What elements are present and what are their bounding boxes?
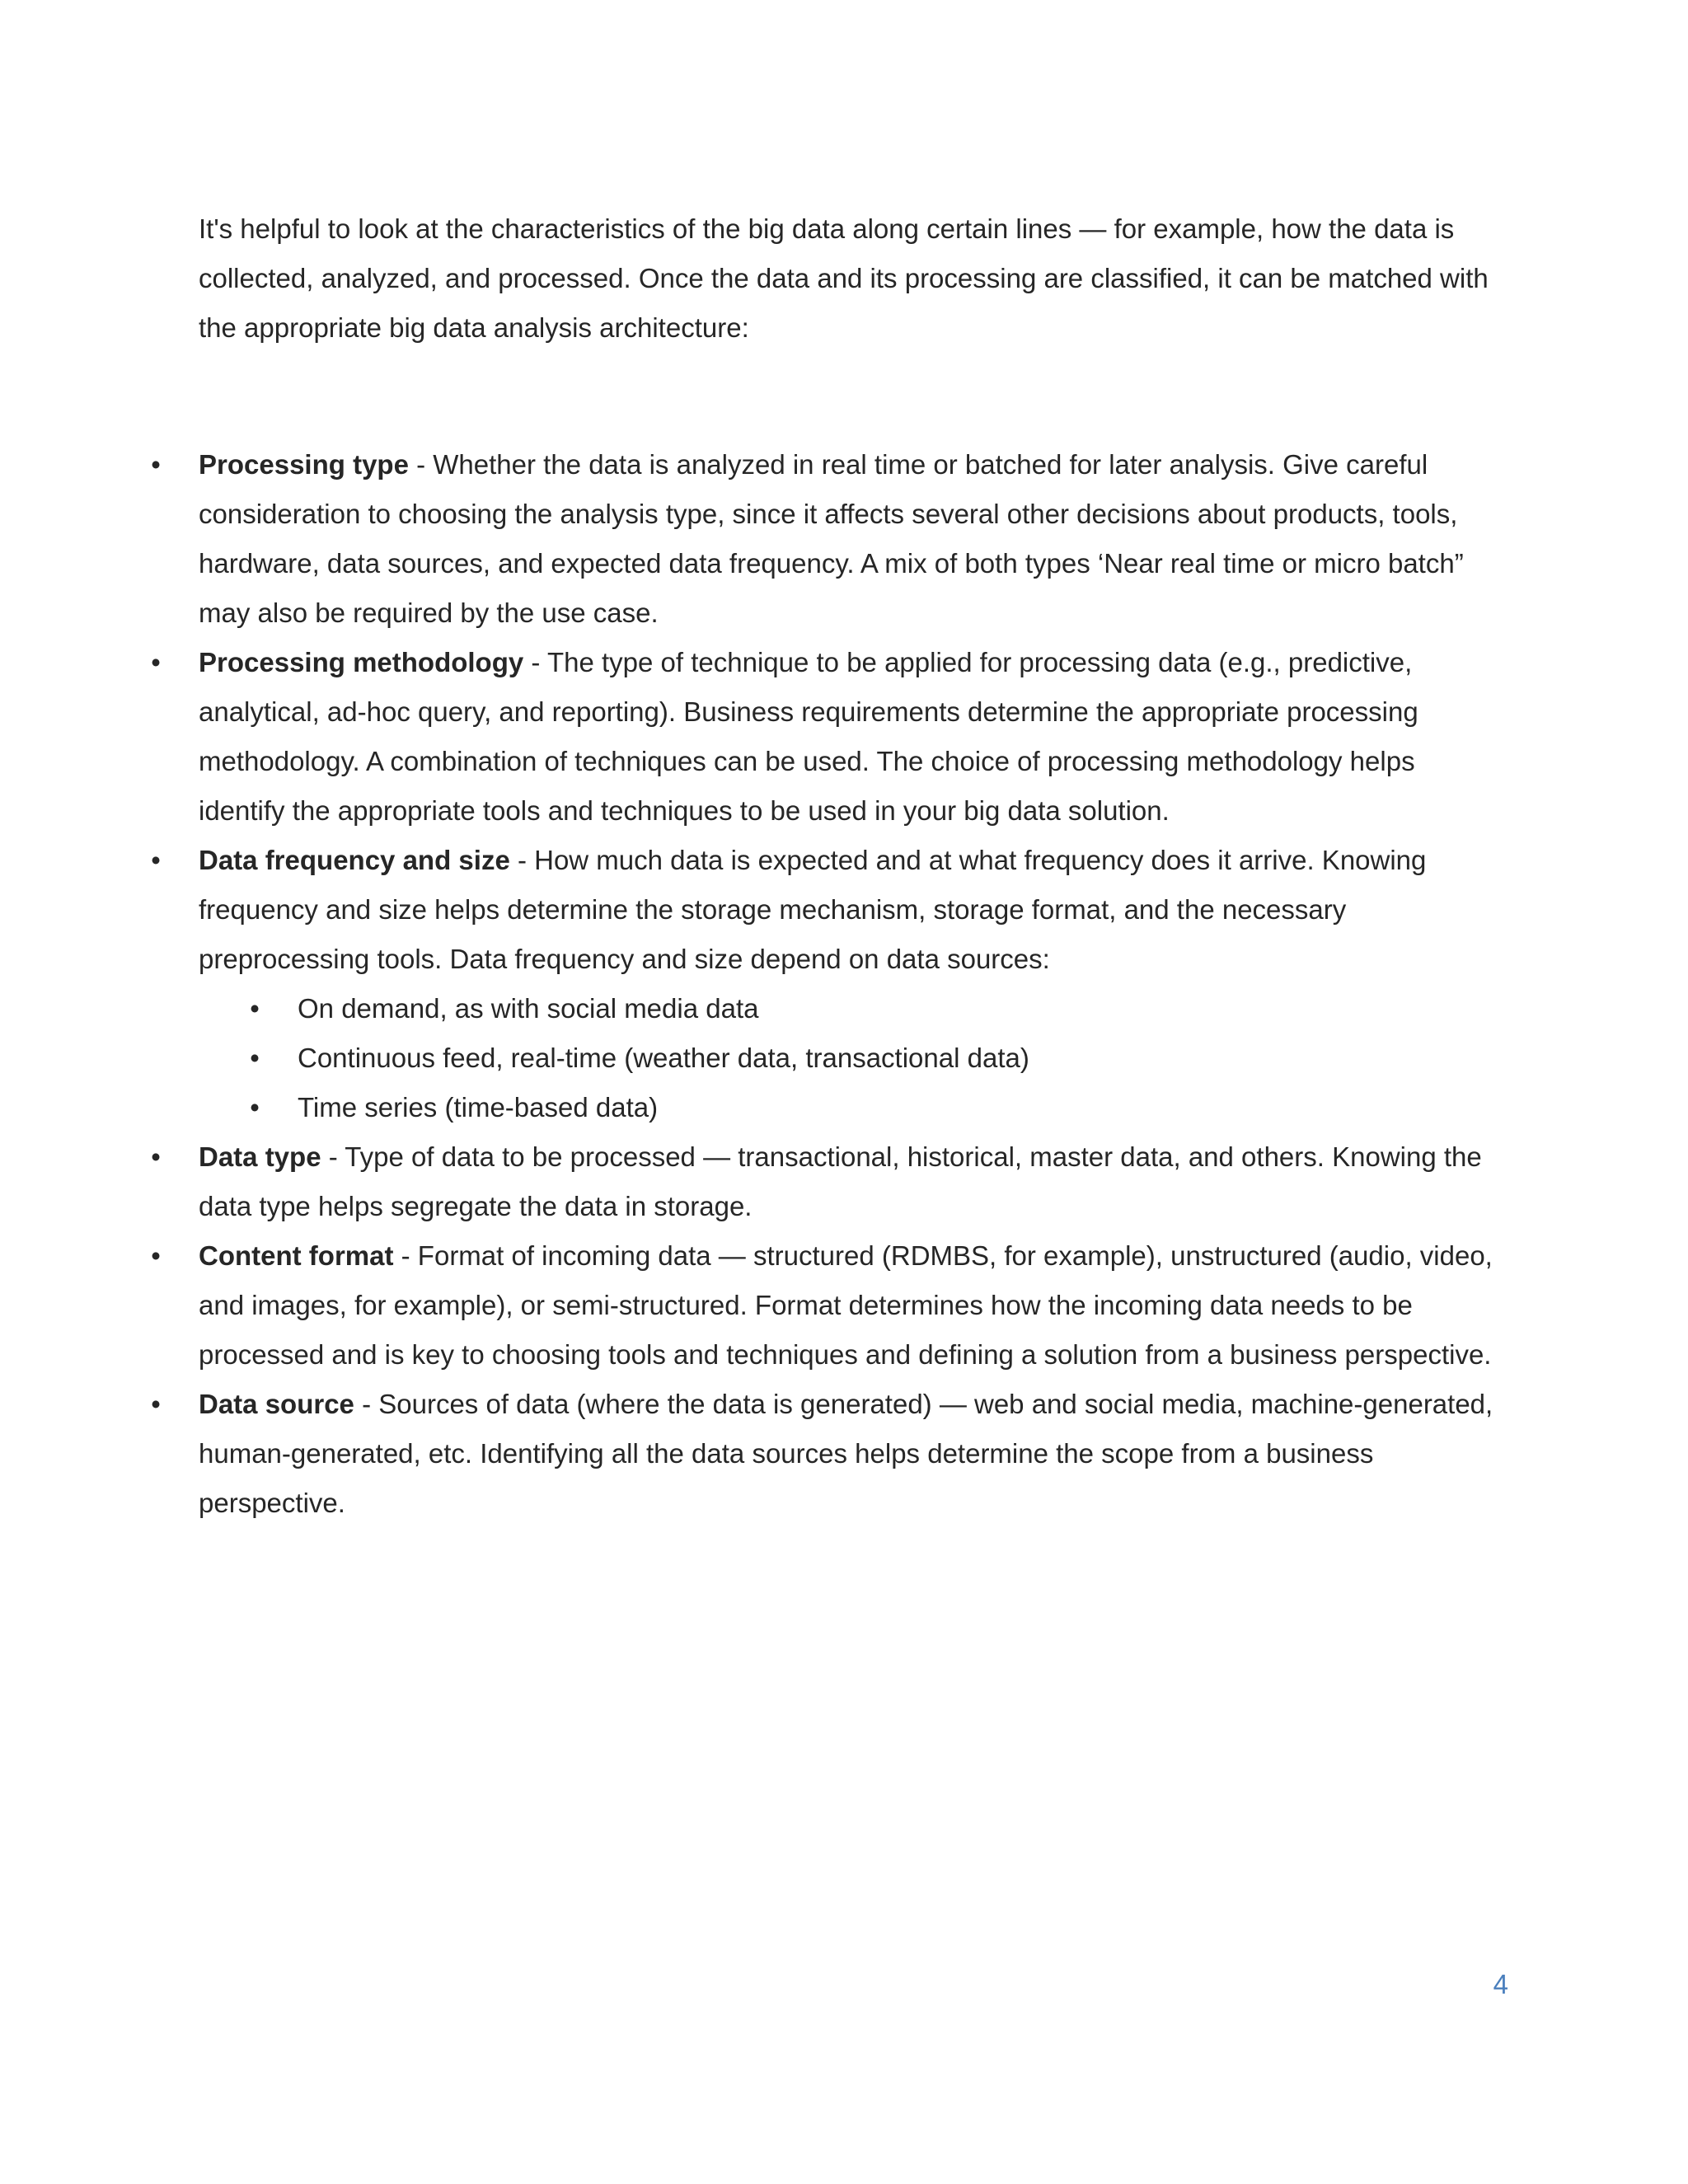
intro-paragraph: It's helpful to look at the characteristics of the big data along certain lines — for example, how the data is collected, analyzed, and processed. Once the data and its processing are classified, it can be matched with the appropriate big data analysis architecture: [199,213,1489,343]
bullet-icon: • [151,1389,161,1419]
item-term: Content format [199,1240,394,1271]
item-text: - How much data is expected and at what frequency does it arrive. Knowing frequency and size helps determine the storage mechanism, storage format, and the necessary preprocessing tools. Data frequency and size depend on data sources: [199,845,1427,974]
list-item-data-source [151,1380,1497,1528]
list-item-data-frequency-and-size [151,836,1497,1132]
page-number: 4 [1493,1969,1508,1999]
item-text: - Type of data to be processed — transactional, historical, master data, and others. Knowing the data type helps segregate the data in storage. [199,1141,1482,1221]
item-text: - The type of technique to be applied for processing data (e.g., predictive, analytical, ad-hoc query, and reporting). Business requirements determine the appropriate processing methodology. A combination of techniques can be used. The choice of processing methodology helps identify the appropriate tools and techniques to be used in your big data solution. [199,647,1418,826]
bullet-icon: • [151,1240,161,1271]
sub-bullet-icon: • [250,1043,260,1073]
list-item-data-type [151,1132,1497,1231]
sublist-item [250,1083,1497,1132]
item-text: - Sources of data (where the data is generated) — web and social media, machine-generated, human-generated, etc. Identifying all the data sources helps determine the scope from a business perspective. [199,1389,1493,1518]
list-item-content-format [151,1231,1497,1380]
item-term: Data source [199,1389,354,1419]
item-term: Data type [199,1141,321,1172]
item-text: - Format of incoming data — structured (RDMBS, for example), unstructured (audio, video, and images, for example), or semi-structured. Format determines how the incoming data needs to be processed and is key to choosing tools and techniques and defining a solution from a business perspective. [199,1240,1493,1370]
bullet-icon: • [151,449,161,480]
item-term: Data frequency and size [199,845,510,875]
bullet-icon: • [151,845,161,875]
list-item-processing-type [151,440,1497,638]
sublist-item-text: Continuous feed, real-time (weather data, transactional data) [298,1043,1029,1073]
item-term: Processing methodology [199,647,524,677]
sublist-item-text: On demand, as with social media data [298,993,759,1024]
sub-bullet-icon: • [250,1092,260,1122]
bullet-icon: • [151,647,161,677]
sublist-item [250,1033,1497,1083]
sublist-item-text: Time series (time-based data) [298,1092,659,1122]
item-text: - Whether the data is analyzed in real time or batched for later analysis. Give careful consideration to choosing the analysis type, since it affects several other decisions about products, tools, hardware, data sources, and expected data frequency. A mix of both types ‘Near real time or micro batch” may also be required by the use case. [199,449,1464,628]
bullet-icon: • [151,1141,161,1172]
data-sources-sublist [199,984,1497,1132]
sub-bullet-icon: • [250,993,260,1024]
characteristics-list [151,440,1497,1528]
item-term: Processing type [199,449,409,480]
page-content [151,204,1497,1528]
sublist-item [250,984,1497,1033]
list-item-processing-methodology [151,638,1497,836]
